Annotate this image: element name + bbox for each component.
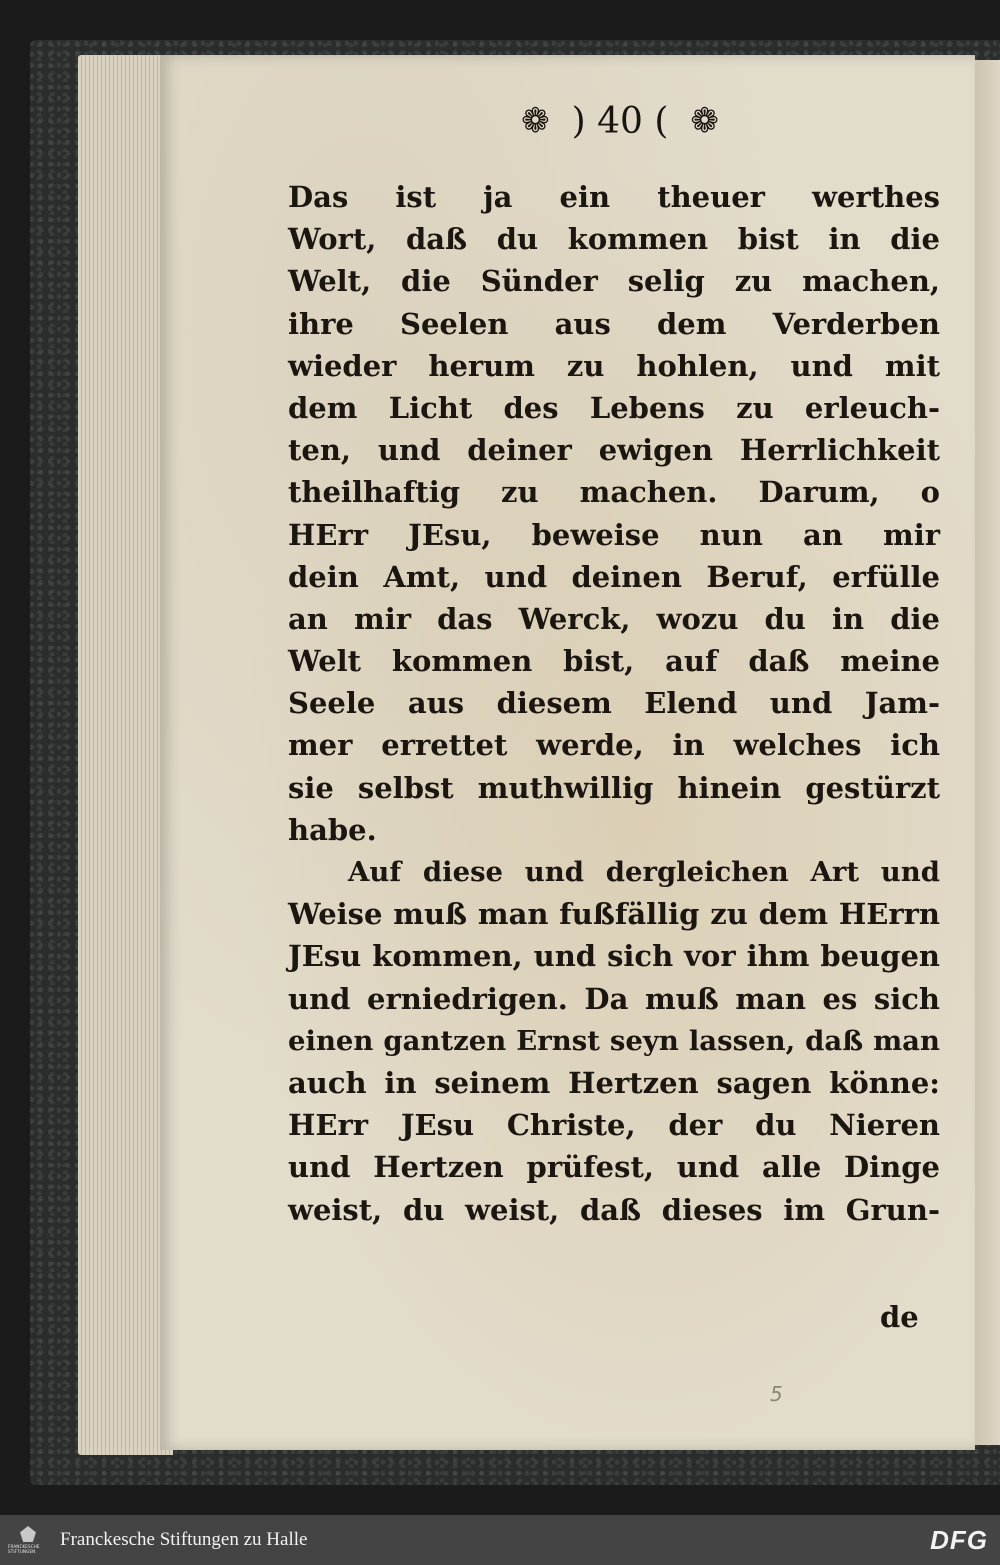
text-line: Seele aus diesem Elend und Jam- — [288, 686, 940, 721]
page-header — [470, 96, 770, 146]
text-line: mer errettet werde, in welches ich — [288, 728, 940, 763]
text-line: theilhaftig zu machen. Darum, o — [288, 475, 940, 510]
text-line: einen gantzen Ernst seyn lassen, daß man — [288, 1024, 940, 1057]
institution-name[interactable]: Franckesche Stiftungen zu Halle — [60, 1529, 308, 1550]
text-line: sie selbst muthwillig hinein gestürzt — [288, 770, 940, 805]
text-line: und Hertzen prüfest, und alle Dinge — [288, 1150, 940, 1185]
text-line: weist, du weist, daß dieses im Grun- — [288, 1192, 940, 1227]
dfg-logo[interactable]: DFG — [930, 1524, 988, 1555]
text-line: wieder herum zu hohlen, und mit — [288, 348, 940, 383]
page-number: ) 40 ( — [571, 100, 669, 142]
text-line: habe. — [288, 812, 377, 847]
text-line: dem Licht des Lebens zu erleuch- — [288, 390, 940, 425]
text-line: Weise muß man fußfällig zu dem HErrn — [288, 897, 940, 932]
text-line: ihre Seelen aus dem Verderben — [288, 306, 940, 341]
text-line: Welt, die Sünder selig zu machen, — [288, 264, 940, 299]
pencil-mark: 5 — [770, 1382, 783, 1406]
text-line: an mir das Werck, wozu du in die — [288, 601, 940, 636]
text-line: Wort, daß du kommen bist in die — [288, 222, 940, 257]
text-line: ten, und deiner ewigen Herrlichkeit — [288, 433, 940, 468]
catchword: de — [880, 1300, 919, 1334]
text-line: JEsu kommen, und sich vor ihm beugen — [288, 939, 940, 974]
text-line: Auf diese und dergleichen Art und — [348, 856, 940, 888]
ornament-left-icon: ❁ — [521, 101, 550, 141]
institution-logo[interactable] — [8, 1518, 48, 1562]
text-line: auch in seinem Hertzen sagen könne: — [288, 1065, 940, 1100]
facing-page-edge — [972, 60, 1000, 1445]
emblem-icon — [20, 1526, 36, 1542]
page-text — [288, 176, 940, 1231]
logo-text: FRANCKESCHE STIFTUNGEN — [8, 1544, 40, 1554]
ornament-right-icon: ❁ — [690, 101, 719, 141]
text-line: Welt kommen bist, auf daß meine — [288, 644, 940, 679]
text-line: HErr JEsu Christe, der du Nieren — [288, 1108, 940, 1143]
text-line: dein Amt, und deinen Beruf, erfülle — [288, 559, 940, 594]
page-edges — [78, 55, 173, 1455]
text-line: HErr JEsu, beweise nun an mir — [288, 517, 940, 552]
text-line: Das ist ja ein theuer werthes — [288, 180, 940, 214]
footer-bar — [0, 1515, 1000, 1565]
text-line: und erniedrigen. Da muß man es sich — [288, 981, 940, 1016]
